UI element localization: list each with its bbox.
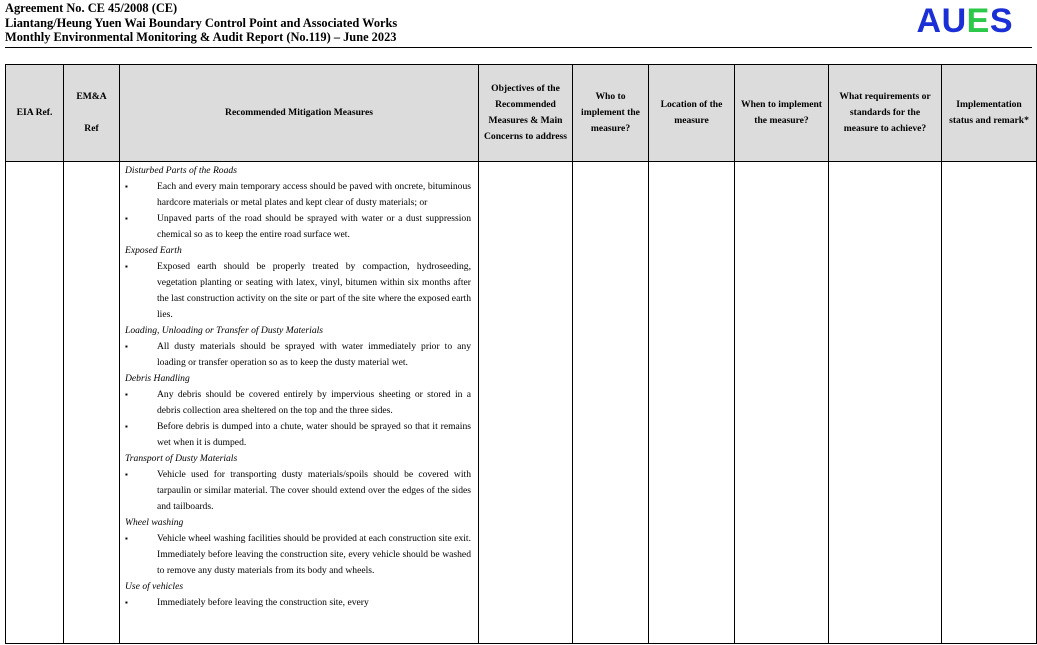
col-requirements: What requirements or standards for the measure to achieve?	[829, 65, 942, 162]
col-eia-ref: EIA Ref.	[6, 65, 64, 162]
col-location: Location of the measure	[649, 65, 735, 162]
cell-who	[573, 162, 649, 644]
col-status: Implementation status and remark*	[942, 65, 1037, 162]
bullet-item: ▪ Any debris should be covered entirely by impervious sheeting or stored in a debris collection area sheltered on the top and the three sides.	[125, 389, 471, 416]
logo-text-au: AU	[916, 2, 967, 40]
bullet-item: ▪ Before debris is dumped into a chute, water should be sprayed so that it remains wet when it is dumped.	[125, 421, 471, 448]
table-row	[6, 162, 1037, 644]
report-header	[5, 1, 885, 45]
section-heading: Exposed Earth	[125, 245, 182, 256]
mitigation-measures-table	[5, 64, 1037, 644]
bullet-item: ▪ All dusty materials should be sprayed with water immediately prior to any loading or transfer operation so as to keep the dusty material wet.	[125, 341, 471, 368]
bullet-item: ▪ Vehicle used for transporting dusty materials/spoils should be covered with tarpaulin or similar material. The cover should extend over the edges of the sides and tailboards.	[125, 469, 471, 512]
project-title: Liantang/Heung Yuen Wai Boundary Control Point and Associated Works	[5, 15, 398, 30]
aues-logo	[917, 4, 1013, 38]
bullet-icon: ▪	[125, 422, 128, 431]
bullet-item: ▪ Vehicle wheel washing facilities should be provided at each construction site exit. Immediately before leaving the construction site, every vehicle should be washed to remove any dusty materials from its body and wheels.	[125, 533, 471, 576]
col-mitigation-measures: Recommended Mitigation Measures	[120, 65, 479, 162]
bullet-icon: ▪	[125, 534, 128, 543]
bullet-icon: ▪	[125, 470, 128, 479]
section-heading: Wheel washing	[125, 517, 184, 528]
cell-eia-ref	[6, 162, 64, 644]
col-ema-ref: EM&A Ref	[64, 65, 120, 162]
table-header-row	[6, 65, 1037, 162]
col-when: When to implement the measure?	[735, 65, 829, 162]
report-title: Monthly Environmental Monitoring & Audit Report (No.119) – June 2023	[5, 30, 397, 45]
agreement-number: Agreement No. CE 45/2008 (CE)	[5, 1, 178, 15]
cell-ema-ref	[64, 162, 120, 644]
bullet-icon: ▪	[125, 598, 128, 607]
cell-mitigation-measures	[120, 162, 479, 644]
bullet-icon: ▪	[125, 342, 128, 351]
cell-when	[735, 162, 829, 644]
cell-location	[649, 162, 735, 644]
bullet-icon: ▪	[125, 214, 128, 223]
header-rule	[5, 47, 1032, 48]
bullet-icon: ▪	[125, 182, 128, 191]
section-heading: Transport of Dusty Materials	[125, 453, 238, 464]
bullet-icon: ▪	[125, 390, 128, 399]
bullet-item: ▪ Each and every main temporary access should be paved with oncrete, bituminous hardcore materials or metal plates and kept clear of dusty materials; or	[125, 181, 471, 208]
cell-objectives	[479, 162, 573, 644]
section-heading: Use of vehicles	[125, 581, 184, 592]
section-heading: Loading, Unloading or Transfer of Dusty Materials	[125, 325, 324, 336]
cell-status	[942, 162, 1037, 644]
logo-text-e: E	[966, 2, 990, 40]
bullet-item: ▪ Immediately before leaving the construction site, every	[125, 595, 471, 611]
bullet-icon: ▪	[125, 262, 128, 271]
col-objectives: Objectives of the Recommended Measures & Main Concerns to address	[479, 65, 573, 162]
col-who: Who to implement the measure?	[573, 65, 649, 162]
logo-text-s: S	[989, 2, 1013, 40]
section-heading: Disturbed Parts of the Roads	[125, 165, 237, 176]
bullet-item: ▪ Unpaved parts of the road should be sprayed with water or a dust suppression chemical so as to keep the entire road surface wet.	[125, 213, 471, 240]
cell-requirements	[829, 162, 942, 644]
section-heading: Debris Handling	[125, 373, 190, 384]
bullet-item: ▪ Exposed earth should be properly treated by compaction, hydroseeding, vegetation planting or seating with latex, vinyl, bitumen within six months after the last construction activity on the site or part of the site where the exposed earth lies.	[125, 261, 471, 320]
